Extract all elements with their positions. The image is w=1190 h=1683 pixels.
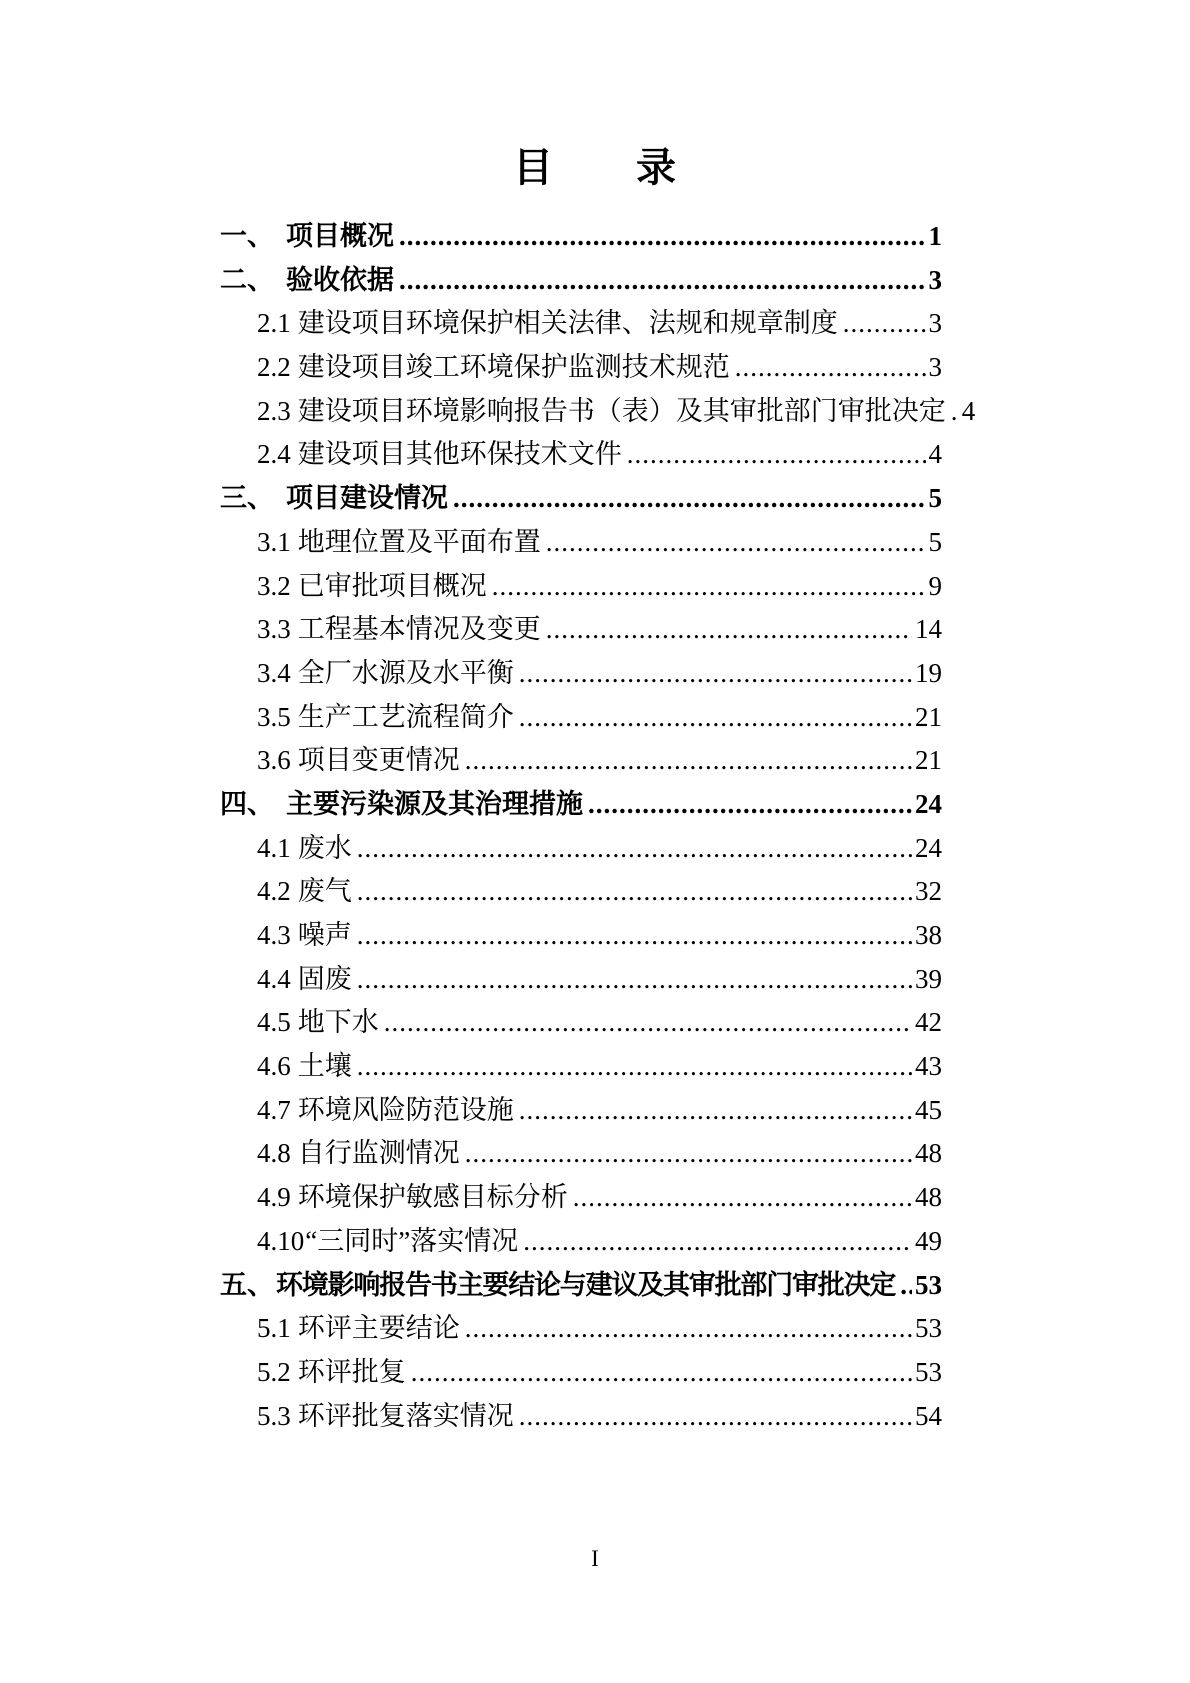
toc-entry-number: 4.4 (257, 963, 291, 994)
toc-entry-title: 噪声 (297, 920, 352, 950)
toc-entry[interactable] (220, 1263, 942, 1307)
toc-entry-title: 建设项目环境影响报告书（表）及其审批部门审批决定 (297, 395, 946, 426)
toc-entry-number: 3.6 (257, 745, 291, 776)
toc-dotted-leader (627, 439, 926, 470)
toc-entry[interactable] (220, 651, 942, 695)
toc-entry[interactable] (220, 432, 942, 476)
toc-entry-page: 4 (961, 395, 976, 426)
toc-dotted-leader (453, 483, 926, 514)
toc-entry-page: 53 (915, 1313, 942, 1344)
toc-entry-number: 4.1 (257, 832, 291, 863)
toc-entry-number: 3.1 (257, 526, 291, 557)
toc-entry-title: 项目建设情况 (286, 483, 448, 514)
toc-entry[interactable] (220, 564, 942, 608)
toc-dotted-leader (843, 308, 926, 339)
toc-entry-title: 主要污染源及其治理措施 (286, 788, 583, 819)
toc-entry-page: 3 (928, 264, 942, 295)
toc-entry-page: 21 (915, 701, 942, 732)
toc-entry-page: 1 (928, 221, 942, 251)
toc-dotted-leader (399, 221, 926, 252)
table-of-contents (220, 214, 976, 1437)
toc-dotted-leader (523, 1226, 912, 1257)
toc-entry[interactable] (220, 957, 942, 1001)
toc-entry-title: 地下水 (297, 1007, 379, 1038)
toc-entry[interactable] (220, 214, 942, 258)
toc-dotted-leader (465, 745, 912, 776)
toc-entry[interactable] (220, 389, 976, 433)
toc-entry-number: 2.2 (257, 352, 291, 383)
toc-entry-number: 二、 (220, 264, 274, 295)
toc-entry-number: 一、 (220, 221, 274, 251)
toc-dotted-leader (465, 1313, 912, 1344)
toc-entry-title: 环境保护敏感目标分析 (297, 1182, 568, 1213)
toc-entry[interactable] (220, 1394, 942, 1438)
toc-entry-number: 4.10 (257, 1225, 305, 1256)
toc-entry-title: 废水 (297, 832, 352, 863)
toc-entry[interactable] (220, 1044, 942, 1088)
toc-entry-title: 建设项目其他环保技术文件 (297, 439, 622, 470)
toc-entry-page: 5 (928, 526, 942, 557)
toc-entry-page: 48 (915, 1138, 942, 1169)
toc-dotted-leader (588, 789, 912, 820)
toc-entry[interactable] (220, 1000, 942, 1044)
toc-entry[interactable] (220, 913, 942, 957)
toc-entry-title: 环境影响报告书主要结论与建议及其审批部门审批决定 (276, 1269, 896, 1300)
toc-entry-number: 4.3 (257, 920, 291, 950)
toc-entry-page: 49 (915, 1225, 942, 1256)
toc-entry-page: 3 (928, 308, 942, 339)
toc-entry-title: 环评批复 (297, 1356, 406, 1387)
toc-entry-title: 建设项目环境保护相关法律、法规和规章制度 (297, 308, 838, 339)
toc-entry-page: 53 (915, 1356, 942, 1387)
toc-entry-page: 4 (928, 439, 942, 470)
toc-entry-number: 5.3 (257, 1400, 291, 1431)
toc-entry-page: 3 (928, 352, 942, 383)
toc-entry-title: 环境风险防范设施 (297, 1094, 514, 1125)
toc-entry-title: 项目概况 (286, 221, 394, 251)
toc-entry-page: 54 (915, 1400, 942, 1431)
toc-entry[interactable] (220, 695, 942, 739)
toc-entry-number: 3.3 (257, 614, 291, 645)
toc-entry-number: 4.2 (257, 876, 291, 907)
toc-entry[interactable] (220, 782, 942, 826)
toc-entry-number: 2.4 (257, 439, 291, 470)
toc-dotted-leader (465, 1138, 912, 1169)
toc-entry-title: 地理位置及平面布置 (297, 526, 541, 557)
toc-entry-page: 39 (915, 963, 942, 994)
toc-dotted-leader (519, 1401, 912, 1432)
toc-entry-title: 自行监测情况 (297, 1138, 460, 1169)
toc-dotted-leader (357, 876, 912, 907)
toc-entry-number: 4.9 (257, 1182, 291, 1213)
toc-entry-number: 2.1 (257, 308, 291, 339)
toc-entry[interactable] (220, 1175, 942, 1219)
toc-entry-number: 3.5 (257, 701, 291, 732)
toc-entry-title: 土壤 (297, 1051, 352, 1082)
toc-entry-title: 验收依据 (286, 264, 394, 295)
toc-entry-number: 5.1 (257, 1313, 291, 1344)
toc-entry-number: 五、 (220, 1269, 274, 1300)
toc-dotted-leader (384, 1007, 912, 1038)
toc-entry-number: 4.8 (257, 1138, 291, 1169)
toc-entry[interactable] (220, 1131, 942, 1175)
toc-entry-page: 43 (915, 1051, 942, 1082)
toc-dotted-leader (357, 920, 912, 951)
toc-entry[interactable] (220, 301, 942, 345)
toc-entry[interactable] (220, 476, 942, 520)
toc-entry-page: 48 (915, 1182, 942, 1213)
toc-dotted-leader (357, 833, 912, 864)
toc-entry-number: 5.2 (257, 1356, 291, 1387)
toc-dotted-leader (546, 614, 912, 645)
toc-entry-title: 工程基本情况及变更 (297, 614, 541, 645)
toc-entry-number: 3.2 (257, 570, 291, 601)
toc-dotted-leader (411, 1357, 912, 1388)
toc-entry-page: 9 (928, 570, 942, 601)
toc-entry-title: 固废 (297, 963, 352, 994)
toc-entry-title: 废气 (297, 876, 352, 907)
toc-dotted-leader (546, 527, 926, 558)
toc-entry-page: 14 (915, 614, 942, 645)
toc-entry[interactable] (220, 1350, 942, 1394)
toc-entry-number: 2.3 (257, 395, 291, 426)
toc-dotted-leader (900, 1270, 912, 1301)
toc-entry-number: 三、 (220, 483, 274, 514)
toc-entry[interactable] (220, 869, 942, 913)
toc-entry[interactable] (220, 1306, 942, 1350)
toc-entry[interactable] (220, 258, 942, 302)
toc-entry-number: 4.5 (257, 1007, 291, 1038)
toc-dotted-leader (519, 658, 912, 689)
toc-entry-title: 建设项目竣工环境保护监测技术规范 (297, 352, 730, 383)
toc-dotted-leader (492, 571, 926, 602)
toc-entry-number: 4.6 (257, 1051, 291, 1082)
toc-entry-page: 45 (915, 1094, 942, 1125)
toc-dotted-leader (735, 352, 926, 383)
toc-entry[interactable] (220, 826, 942, 870)
toc-entry-page: 42 (915, 1007, 942, 1038)
toc-entry-page: 38 (915, 920, 942, 950)
toc-entry-title: 已审批项目概况 (297, 570, 487, 601)
toc-entry-title: 全厂水源及水平衡 (297, 657, 514, 688)
toc-entry-number: 3.4 (257, 657, 291, 688)
toc-entry-page: 24 (915, 832, 942, 863)
toc-entry[interactable] (220, 1088, 942, 1132)
toc-entry-page: 5 (928, 483, 942, 514)
toc-dotted-leader (357, 1051, 912, 1082)
toc-entry-page: 24 (915, 788, 942, 819)
toc-dotted-leader (519, 702, 912, 733)
footer-page-number: I (591, 1546, 599, 1571)
toc-dotted-leader (573, 1182, 912, 1213)
toc-entry-title: 生产工艺流程简介 (297, 701, 514, 732)
page-title: 目 录 (513, 145, 677, 190)
toc-entry[interactable] (220, 520, 942, 564)
toc-entry-page: 21 (915, 745, 942, 776)
toc-entry[interactable] (220, 607, 942, 651)
toc-entry-title: 项目变更情况 (297, 745, 460, 776)
toc-entry-title: “三同时”落实情况 (305, 1225, 519, 1256)
toc-dotted-leader (519, 1095, 912, 1126)
toc-entry-page: 32 (915, 876, 942, 907)
toc-entry[interactable] (220, 345, 942, 389)
toc-entry[interactable] (220, 1219, 942, 1263)
toc-entry-page: 53 (915, 1269, 942, 1300)
toc-entry-page: 19 (915, 657, 942, 688)
toc-dotted-leader (357, 964, 912, 995)
toc-entry-number: 四、 (220, 788, 274, 819)
toc-entry-number: 4.7 (257, 1094, 291, 1125)
toc-dotted-leader (399, 265, 926, 296)
toc-entry-title: 环评批复落实情况 (297, 1400, 514, 1431)
toc-dotted-leader (951, 396, 959, 427)
toc-entry[interactable] (220, 738, 942, 782)
toc-entry-title: 环评主要结论 (297, 1313, 460, 1344)
